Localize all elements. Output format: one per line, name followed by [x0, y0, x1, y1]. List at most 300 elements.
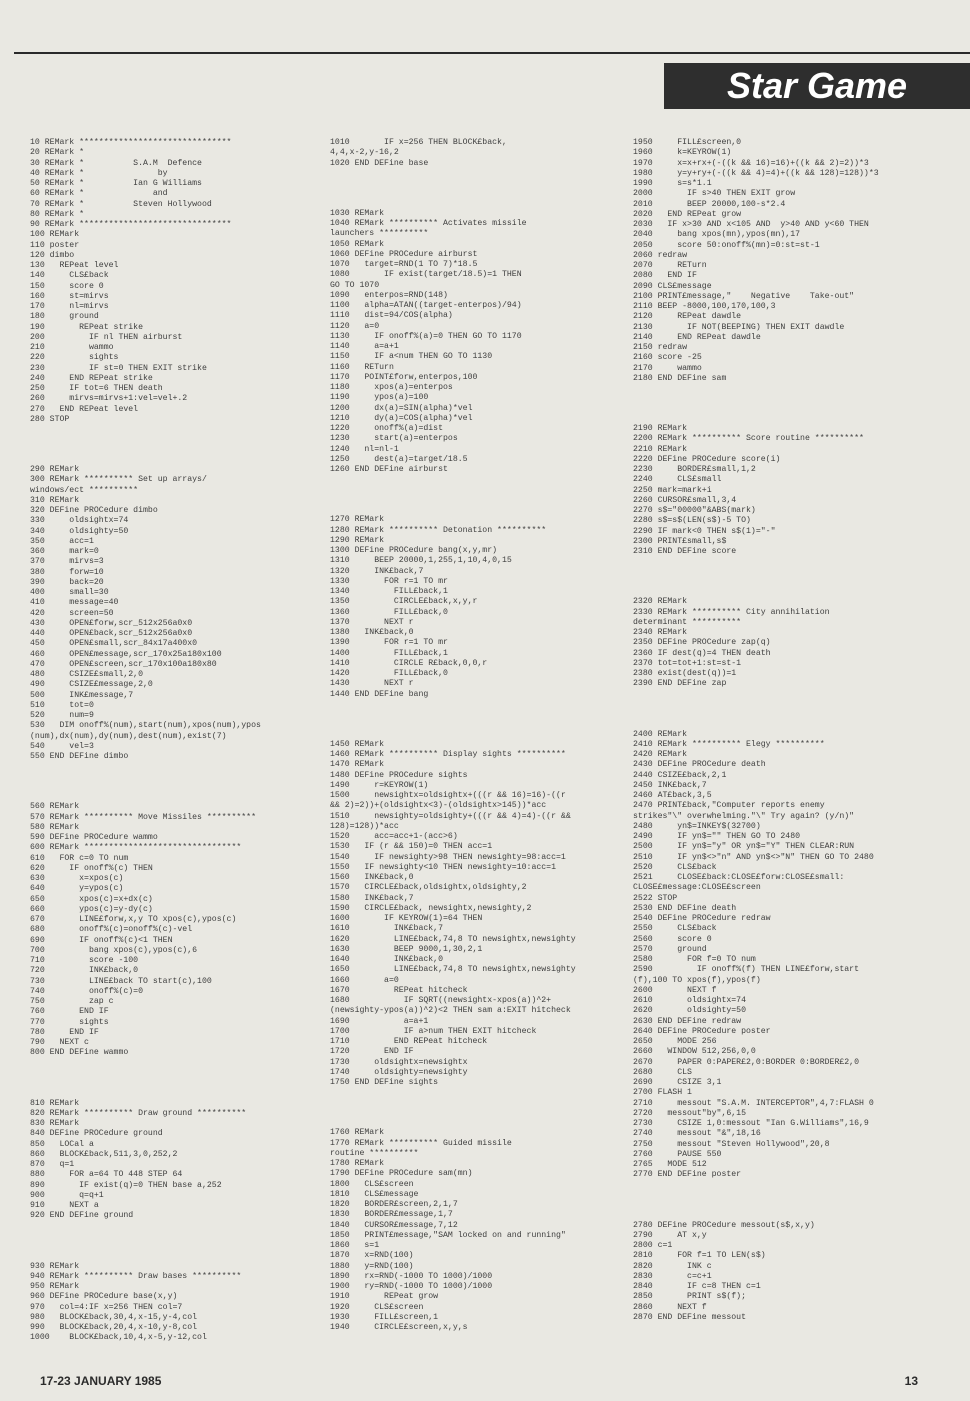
code-line: 2590 IF onoff%(f) THEN LINE£forw,start	[633, 965, 860, 975]
code-line: 1180 xpos(a)=enterpos	[330, 383, 453, 392]
code-line: 1410 CIRCLE R£back,0,0,r	[330, 658, 488, 668]
code-line: 510 tot=0	[30, 700, 94, 710]
code-line: 320 DEFine PROCedure dimbo	[30, 506, 158, 515]
code-line: 1960 k=KEYROW(1)	[633, 148, 732, 158]
code-line: 90 REMark *******************************	[30, 220, 232, 229]
code-line: 490 CSIZE£message,2,0	[30, 680, 153, 690]
code-line: 30 REMark * S.A.M Defence	[30, 158, 202, 168]
code-block	[633, 424, 963, 557]
code-line: 610 FOR c=0 TO num	[30, 853, 129, 863]
code-line: 1870 x=RND(100)	[330, 1251, 414, 1261]
code-line: 1190 ypos(a)=100	[330, 393, 429, 403]
code-line: 1450 REMark	[330, 739, 385, 749]
code-line: 2170 wammo	[633, 363, 702, 373]
code-line: 1070 target=RND(1 TO 7)*18.5	[330, 260, 478, 269]
code-line: 1860 s=1	[330, 1241, 380, 1250]
code-line: 1170 POINT£forw,enterpos,100	[330, 372, 478, 382]
code-line: 1430 NEXT r	[330, 679, 414, 689]
code-line: 2460 AT£back,3,5	[633, 791, 712, 800]
code-line: 550 END DEFine dimbo	[30, 752, 129, 761]
code-line: 2080 END IF	[633, 271, 697, 281]
code-line: 2310 END DEFine score	[633, 547, 737, 556]
code-block	[330, 209, 630, 476]
code-line: 670 LINE£forw,x,y TO xpos(c),ypos(c)	[30, 915, 237, 924]
code-line: 20 REMark *	[30, 148, 85, 158]
code-line: 300 REMark ********** Set up arrays/	[30, 475, 207, 485]
code-line: 2770 END DEFine poster	[633, 1170, 742, 1180]
code-line: 2410 REMark ********** Elegy **********	[633, 739, 825, 749]
code-line: 1370 NEXT r	[330, 617, 414, 627]
code-line: 2340 REMark	[633, 628, 688, 637]
code-line: 2370 tot=tot+1:st=st-1	[633, 658, 742, 668]
code-line: 1350 CIRCLE£back,x,y,r	[330, 597, 478, 607]
code-line: 590 DEFine PROCedure wammo	[30, 833, 158, 842]
code-line: 1780 REMark	[330, 1159, 385, 1168]
code-line: 1760 REMark	[330, 1128, 385, 1138]
code-block	[30, 802, 330, 1058]
code-line: 200 IF nl THEN airburst	[30, 332, 183, 342]
code-line: 2760 PAUSE 550	[633, 1149, 722, 1159]
code-line: 1140 a=a+1	[330, 342, 399, 351]
code-line: 2800 c=1	[633, 1241, 673, 1250]
code-line: 1650 LINE£back,74,8 TO newsightx,newsighty	[330, 965, 576, 975]
code-line: 50 REMark * Ian G Williams	[30, 179, 202, 188]
code-line: 2570 ground	[633, 944, 707, 954]
code-line: 1200 dx(a)=SIN(alpha)*vel	[330, 403, 473, 413]
code-line: 910 NEXT a	[30, 1201, 99, 1210]
code-line: 1210 dy(a)=COS(alpha)*vel	[330, 413, 473, 423]
code-line: 340 oldsighty=50	[30, 526, 129, 536]
code-line: 1940 CIRCLE£screen,x,y,s	[330, 1323, 468, 1332]
code-line: 540 vel=3	[30, 741, 94, 751]
code-line: 410 message=40	[30, 598, 119, 608]
code-line: 1500 newsightx=oldsightx+(((r && 16)=16)-((r	[330, 791, 566, 800]
code-line: 1470 REMark	[330, 760, 385, 770]
code-line: 2030 IF x>30 AND x<105 AND y>40 AND y<60 THEN	[633, 220, 869, 229]
code-line: 1490 r=KEYROW(1)	[330, 780, 429, 790]
code-line: 2430 DEFine PROCedure death	[633, 760, 766, 770]
code-line: 2330 REMark ********** City annihilation	[633, 607, 830, 617]
code-line: 470 OPEN£screen,scr_170x100a180x80	[30, 659, 217, 669]
code-line: 1740 oldsighty=newsighty	[330, 1067, 468, 1077]
code-line: 2650 MODE 256	[633, 1037, 717, 1046]
code-line: 370 mirvs=3	[30, 557, 104, 567]
code-line: 260 mirvs=mirvs+1:vel=vel+.2	[30, 394, 188, 404]
code-line: 780 END IF	[30, 1027, 99, 1037]
code-line: 660 ypos(c)=y-dy(c)	[30, 904, 153, 914]
code-line: 2100 PRINT£message," Negative Take-out"	[633, 291, 855, 301]
code-line: 1000 BLOCK£back,10,4,x-5,y-12,col	[30, 1333, 207, 1343]
code-line: 2840 IF c=8 THEN c=1	[633, 1282, 761, 1291]
code-line: 1620 LINE£back,74,8 TO newsightx,newsighty	[330, 934, 576, 944]
code-line: 1330 FOR r=1 TO mr	[330, 576, 448, 586]
code-line: 450 OPEN£small,scr_84x17a400x0	[30, 639, 198, 649]
code-block	[330, 138, 630, 169]
code-line: 2160 score -25	[633, 353, 702, 363]
code-line: 2550 CLS£back	[633, 924, 717, 934]
code-line: 400 small=30	[30, 588, 109, 597]
code-line: 880 FOR a=64 TO 448 STEP 64	[30, 1170, 183, 1180]
code-line: 1750 END DEFine sights	[330, 1078, 439, 1087]
code-line: 380 forw=10	[30, 567, 104, 577]
code-line: 1280 REMark ********** Detonation **********	[330, 525, 547, 535]
code-line: 580 REMark	[30, 822, 80, 832]
code-line: 270 END REPeat level	[30, 404, 139, 414]
code-line: 1640 INK£back,0	[330, 955, 444, 964]
code-line: 1010 IF x=256 THEN BLOCK£back,	[330, 138, 507, 147]
code-line: 2520 CLS£back	[633, 862, 717, 872]
code-line: 2740 messout "&",18,16	[633, 1129, 761, 1139]
listing-column-3	[633, 138, 963, 1363]
code-line: 800 END DEFine wammo	[30, 1048, 129, 1058]
code-line: 280 STOP	[30, 414, 70, 424]
code-line: 1060 DEFine PROCedure airburst	[330, 249, 478, 259]
code-block	[330, 740, 630, 1089]
code-line: 1520 acc=acc+1-(acc>6)	[330, 832, 458, 841]
code-line: 710 score -100	[30, 956, 139, 965]
code-line: 170 nl=mirvs	[30, 302, 109, 311]
code-line: 2110 BEEP -8000,100,170,100,3	[633, 302, 776, 311]
code-line: 2070 RETurn	[633, 261, 707, 270]
code-line: 1850 PRINT£message,"SAM locked on and running"	[330, 1230, 566, 1240]
code-line: 1460 REMark ********** Display sights **********	[330, 750, 566, 759]
code-line: 100 REMark	[30, 230, 80, 240]
code-line: 1930 FILL£screen,1	[330, 1312, 439, 1322]
code-line: 2870 END DEFine messout	[633, 1312, 747, 1322]
code-line: 830 REMark	[30, 1119, 80, 1128]
code-line: 950 REMark	[30, 1282, 80, 1291]
code-line: 1690 a=a+1	[330, 1016, 429, 1026]
code-line: 1900 ry=RND(-1000 TO 1000)/1000	[330, 1282, 493, 1291]
code-line: 560 REMark	[30, 802, 80, 812]
code-line: windows/ect **********	[30, 485, 139, 495]
code-line: 2390 END DEFine zap	[633, 679, 727, 689]
code-line: CLOSE£message:CLOSE£screen	[633, 883, 761, 893]
code-line: 390 back=20	[30, 577, 104, 587]
code-line: 1840 CURSOR£message,7,12	[330, 1220, 458, 1230]
code-line: routine **********	[330, 1148, 419, 1158]
code-line: 2620 oldsighty=50	[633, 1006, 747, 1016]
code-line: 1160 RETurn	[330, 362, 394, 372]
code-line: 2230 BORDER£small,1,2	[633, 465, 756, 474]
code-line: 2720 messout"by",6,15	[633, 1108, 747, 1118]
code-line: 1150 IF a<num THEN GO TO 1130	[330, 352, 493, 362]
code-line: 2820 INK c	[633, 1261, 712, 1271]
code-line: 890 IF exist(q)=0 THEN base a,252	[30, 1180, 222, 1190]
code-line: 2200 REMark ********** Score routine **********	[633, 434, 864, 444]
code-line: strikes"\" overwhelming."\" Try again? (y/n)"	[633, 811, 855, 821]
code-line: 2522 STOP	[633, 893, 678, 903]
code-line: 1910 REPeat grow	[330, 1292, 439, 1302]
code-line: launchers **********	[330, 229, 429, 239]
code-line: 1080 IF exist(target/18.5)=1 THEN	[330, 270, 522, 280]
code-line: 2710 messout "S.A.M. INTERCEPTOR",4,7:FLASH 0	[633, 1098, 874, 1108]
code-line: 2510 IF yn$<>"n" AND yn$<>"N" THEN GO TO 2480	[633, 852, 874, 862]
code-line: 1880 y=RND(100)	[330, 1261, 414, 1271]
code-block	[633, 597, 963, 689]
code-line: 1300 DEFine PROCedure bang(x,y,mr)	[330, 546, 498, 555]
code-line: 2140 END REPeat dawdle	[633, 332, 761, 342]
code-line: 2290 IF mark<0 THEN s$(1)="-"	[633, 526, 776, 536]
code-line: 840 DEFine PROCedure ground	[30, 1129, 163, 1139]
code-line: 1920 CLS£screen	[330, 1302, 424, 1312]
code-line: 930 REMark	[30, 1261, 80, 1271]
code-line: 1570 CIRCLE£back,oldsightx,oldsighty,2	[330, 883, 527, 893]
code-line: 770 sights	[30, 1017, 109, 1027]
code-line: 2500 IF yn$="y" OR yn$="Y" THEN CLEAR:RUN	[633, 842, 855, 852]
code-line: 2750 messout "Steven Hollywood",20,8	[633, 1139, 830, 1149]
code-line: 2050 score 50:onoff%(mn)=0:st=st-1	[633, 240, 820, 250]
code-line: 860 BLOCK£back,511,3,0,252,2	[30, 1149, 178, 1159]
code-line: 2040 bang xpos(mn),ypos(mn),17	[633, 230, 801, 240]
code-line: 2490 IF yn$="" THEN GO TO 2480	[633, 832, 801, 841]
code-line: 2700 FLASH 1	[633, 1088, 692, 1098]
code-line: 940 REMark ********** Draw bases **********	[30, 1271, 242, 1281]
code-line: 230 IF st=0 THEN EXIT strike	[30, 363, 207, 373]
code-line: 700 bang xpos(c),ypos(c),6	[30, 945, 198, 955]
code-line: 1020 END DEFine base	[330, 158, 429, 168]
code-line: 190 REPeat strike	[30, 322, 144, 332]
code-line: 2540 DEFine PROCedure redraw	[633, 914, 771, 923]
code-line: 2790 AT x,y	[633, 1230, 707, 1240]
code-line: 2120 REPeat dawdle	[633, 312, 742, 322]
code-line: 2450 INK£back,7	[633, 780, 707, 790]
code-line: 220 sights	[30, 353, 119, 363]
code-line: 1390 FOR r=1 TO mr	[330, 638, 448, 648]
code-line: 690 IF onoff%(c)<1 THEN	[30, 935, 173, 945]
code-line: 1220 onoff%(a)=dist	[330, 424, 444, 433]
code-line: 960 DEFine PROCedure base(x,y)	[30, 1292, 178, 1302]
code-line: 2300 PRINT£small,s$	[633, 536, 727, 546]
code-line: 120 dimbo	[30, 250, 75, 260]
code-line: 1130 IF onoff%(a)=0 THEN GO TO 1170	[330, 331, 522, 341]
code-line: 250 IF tot=6 THEN death	[30, 384, 163, 393]
code-line: 80 REMark *	[30, 209, 85, 219]
code-line: 1320 INK£back,7	[330, 566, 424, 576]
code-line: 1550 IF newsighty<10 THEN newsighty=10:acc=1	[330, 862, 557, 872]
code-line: 1480 DEFine PROCedure sights	[330, 770, 468, 780]
code-line: determinant **********	[633, 617, 742, 627]
code-line: 2630 END DEFine redraw	[633, 1016, 742, 1026]
code-line: 2260 CURSOR£small,3,4	[633, 495, 737, 505]
code-line: 500 INK£message,7	[30, 690, 134, 700]
code-line: 310 REMark	[30, 495, 80, 505]
code-line: 620 IF onoff%(c) THEN	[30, 863, 153, 873]
code-line: 1100 alpha=ATAN((target-enterpos)/94)	[330, 301, 522, 310]
code-line: (num),dx(num),dy(num),dest(num),exist(7)	[30, 731, 227, 741]
code-line: 1950 FILL£screen,0	[633, 138, 742, 147]
code-line: 2610 oldsightx=74	[633, 996, 747, 1005]
code-line: 1830 BORDER£message,1,7	[330, 1210, 453, 1220]
code-line: 970 col=4:IF x=256 THEN col=7	[30, 1302, 183, 1312]
code-block	[30, 1262, 330, 1344]
code-line: GO TO 1070	[330, 280, 380, 290]
section-banner: Star Game	[664, 63, 970, 109]
code-line: 290 REMark	[30, 465, 80, 474]
code-block	[30, 465, 330, 762]
code-line: 870 q=1	[30, 1160, 75, 1169]
code-line: 2020 END REPeat grow	[633, 209, 742, 219]
code-line: 2580 FOR f=0 TO num	[633, 955, 756, 964]
code-line: 1590 CIRCLE£back, newsightx,newsighty,2	[330, 903, 532, 913]
code-line: 570 REMark ********** Move Missiles **********	[30, 812, 257, 822]
code-line: 1050 REMark	[330, 239, 385, 249]
code-line: 1770 REMark ********** Guided missile	[330, 1138, 512, 1148]
code-line: 1630 BEEP 9000,1,30,2,1	[330, 944, 483, 954]
code-block	[30, 138, 330, 425]
code-line: 1990 s=s*1.1	[633, 179, 712, 188]
code-line: 2240 CLS£small	[633, 475, 722, 485]
code-block	[633, 1221, 963, 1324]
code-line: 2180 END DEFine sam	[633, 373, 727, 383]
code-line: 1510 newsighty=oldsighty+(((r && 4)=4)-((r &&	[330, 811, 571, 821]
code-line: 1730 oldsightx=newsightx	[330, 1057, 468, 1067]
page-number: 13	[904, 1374, 918, 1388]
code-line: 1290 REMark	[330, 535, 385, 545]
code-line: 350 acc=1	[30, 536, 94, 546]
code-line: 900 q=q+1	[30, 1190, 104, 1200]
code-line: 160 st=mirvs	[30, 291, 109, 301]
code-line: 520 num=9	[30, 711, 94, 720]
code-line: 480 CSIZE£small,2,0	[30, 670, 144, 679]
code-line: 1890 rx=RND(-1000 TO 1000)/1000	[330, 1271, 493, 1281]
code-line: 2380 exist(dest(q))=1	[633, 669, 737, 678]
code-line: 1110 dist=94/COS(alpha)	[330, 311, 453, 321]
code-line: 128)=128))*acc	[330, 821, 399, 831]
code-line: 2850 PRINT s$(f);	[633, 1292, 747, 1302]
code-line: && 2)=2))+(oldsightx<3)-(oldsightx>145))*acc	[330, 801, 547, 811]
code-line: 1600 IF KEYROW(1)=64 THEN	[330, 914, 483, 923]
code-line: 2470 PRINT£back,"Computer reports enemy	[633, 801, 825, 811]
code-line: (f),100 TO xpos(f),ypos(f)	[633, 975, 761, 985]
code-line: 2780 DEFine PROCedure messout(s$,x,y)	[633, 1220, 815, 1230]
code-line: 1530 IF (r && 150)=0 THEN acc=1	[330, 842, 493, 852]
code-line: 630 x=xpos(c)	[30, 874, 124, 883]
code-line: 1660 a=0	[330, 975, 399, 985]
code-line: 2690 CSIZE 3,1	[633, 1078, 722, 1087]
code-line: 1360 FILL£back,0	[330, 607, 448, 617]
code-line: 1260 END DEFine airburst	[330, 465, 448, 474]
code-line: 2420 REMark	[633, 750, 688, 759]
code-line: 1800 CLS£screen	[330, 1179, 414, 1189]
code-line: 2000 IF s>40 THEN EXIT grow	[633, 189, 796, 199]
code-line: 2560 score 0	[633, 934, 712, 944]
code-line: 420 screen=50	[30, 608, 114, 618]
code-line: 1030 REMark	[330, 208, 385, 218]
code-line: 1440 END DEFine bang	[330, 689, 429, 699]
code-line: 2270 s$="00000"&ABS(mark)	[633, 506, 756, 515]
code-line: 60 REMark * and	[30, 189, 168, 199]
code-line: 2250 mark=mark+i	[633, 485, 712, 495]
code-line: 1420 FILL£back,0	[330, 669, 448, 678]
code-line: 140 CLS£back	[30, 271, 109, 281]
code-line: 1820 BORDER£screen,2,1,7	[330, 1200, 458, 1209]
code-line: 430 OPEN£forw,scr_512x256a0x0	[30, 618, 193, 628]
code-line: 680 onoff%(c)=onoff%(c)-vel	[30, 925, 193, 935]
code-line: 2530 END DEFine death	[633, 903, 737, 913]
code-line: 1240 nl=nl-1	[330, 444, 399, 454]
code-line: 1380 INK£back,0	[330, 628, 414, 637]
code-line: 10 REMark *******************************	[30, 138, 232, 147]
code-line: 720 INK£back,0	[30, 966, 139, 976]
code-line: 730 LINE£back TO start(c),100	[30, 976, 212, 986]
code-line: 2320 REMark	[633, 597, 688, 607]
code-line: 1560 INK£back,0	[330, 873, 414, 882]
code-line: 1700 IF a>num THEN EXIT hitcheck	[330, 1026, 537, 1036]
code-line: 2480 yn$=INKEY$(32700)	[633, 821, 761, 831]
code-block	[30, 1099, 330, 1222]
code-line: 2280 s$=s$(LEN(s$)-5 TO)	[633, 516, 751, 526]
code-line: 2400 REMark	[633, 729, 688, 739]
code-line: 2600 NEXT f	[633, 985, 717, 995]
listing-column-2	[330, 138, 630, 1373]
code-line: (newsighty-ypos(a))^2)<2 THEN sam a:EXIT hitcheck	[330, 1006, 571, 1016]
code-line: 1970 x=x+rx+(-((k && 16)=16)+((k && 2)=2))*3	[633, 158, 869, 168]
code-line: 460 OPEN£message,scr_170x25a180x100	[30, 649, 222, 659]
code-line: 440 OPEN£back,scr_512x256a0x0	[30, 629, 193, 638]
code-line: 850 LOCal a	[30, 1139, 94, 1149]
code-line: 790 NEXT c	[30, 1038, 89, 1047]
code-line: 180 ground	[30, 312, 99, 322]
code-line: 1120 a=0	[330, 321, 380, 331]
code-line: 1090 enterpos=RND(148)	[330, 290, 448, 300]
code-line: 1250 dest(a)=target/18.5	[330, 454, 468, 464]
code-line: 1790 DEFine PROCedure sam(mn)	[330, 1169, 473, 1179]
code-line: 980 BLOCK£back,30,4,x-15,y-4,col	[30, 1312, 198, 1322]
listing-column-1	[30, 138, 330, 1384]
code-line: 2220 DEFine PROCedure score(i)	[633, 454, 781, 464]
code-line: 1400 FILL£back,1	[330, 648, 448, 658]
code-line: 640 y=ypos(c)	[30, 884, 124, 894]
code-line: 1980 y=y+ry+(-((k && 4)=4)+((k && 128)=128))*3	[633, 168, 879, 178]
code-line: 750 zap c	[30, 997, 114, 1006]
code-line: 2130 IF NOT(BEEPING) THEN EXIT dawdle	[633, 322, 845, 332]
code-line: 40 REMark * by	[30, 168, 168, 178]
code-line: 2150 redraw	[633, 343, 688, 352]
code-line: 2640 DEFine PROCedure poster	[633, 1026, 771, 1036]
code-line: 2860 NEXT f	[633, 1302, 707, 1312]
code-line: 110 poster	[30, 240, 80, 250]
code-line: 740 onoff%(c)=0	[30, 986, 144, 996]
code-block	[330, 1128, 630, 1333]
code-line: 1810 CLS£message	[330, 1189, 419, 1199]
code-line: 990 BLOCK£back,20,4,x-10,y-8,col	[30, 1323, 198, 1332]
code-line: 2010 BEEP 20000,100-s*2.4	[633, 199, 786, 209]
code-line: 1710 END REPeat hitcheck	[330, 1037, 488, 1046]
code-line: 2210 REMark	[633, 444, 688, 454]
code-line: 1610 INK£back,7	[330, 924, 444, 934]
code-line: 150 score 0	[30, 281, 104, 291]
code-line: 1230 start(a)=enterpos	[330, 434, 458, 444]
code-line: 2360 IF dest(q)=4 THEN death	[633, 648, 771, 658]
code-line: 2730 CSIZE 1,0:messout "Ian G.Williams",16,9	[633, 1119, 869, 1128]
code-line: 760 END IF	[30, 1007, 109, 1017]
code-line: 2090 CLS£message	[633, 281, 712, 291]
code-line: 820 REMark ********** Draw ground **********	[30, 1108, 247, 1118]
code-line: 2680 CLS	[633, 1067, 692, 1077]
issue-date: 17-23 JANUARY 1985	[40, 1374, 162, 1388]
code-line: 1340 FILL£back,1	[330, 587, 448, 596]
code-line: 1580 INK£back,7	[330, 893, 414, 903]
code-line: 2830 c=c+1	[633, 1271, 712, 1281]
code-line: 2765 MODE 512	[633, 1160, 707, 1169]
code-line: 70 REMark * Steven Hollywood	[30, 199, 212, 209]
code-line: 2810 FOR f=1 TO LEN(s$)	[633, 1251, 766, 1261]
code-line: 210 wammo	[30, 343, 114, 352]
code-line: 600 REMark ********************************	[30, 843, 242, 853]
code-block	[330, 515, 630, 700]
code-line: 1670 REPeat hitcheck	[330, 985, 468, 995]
